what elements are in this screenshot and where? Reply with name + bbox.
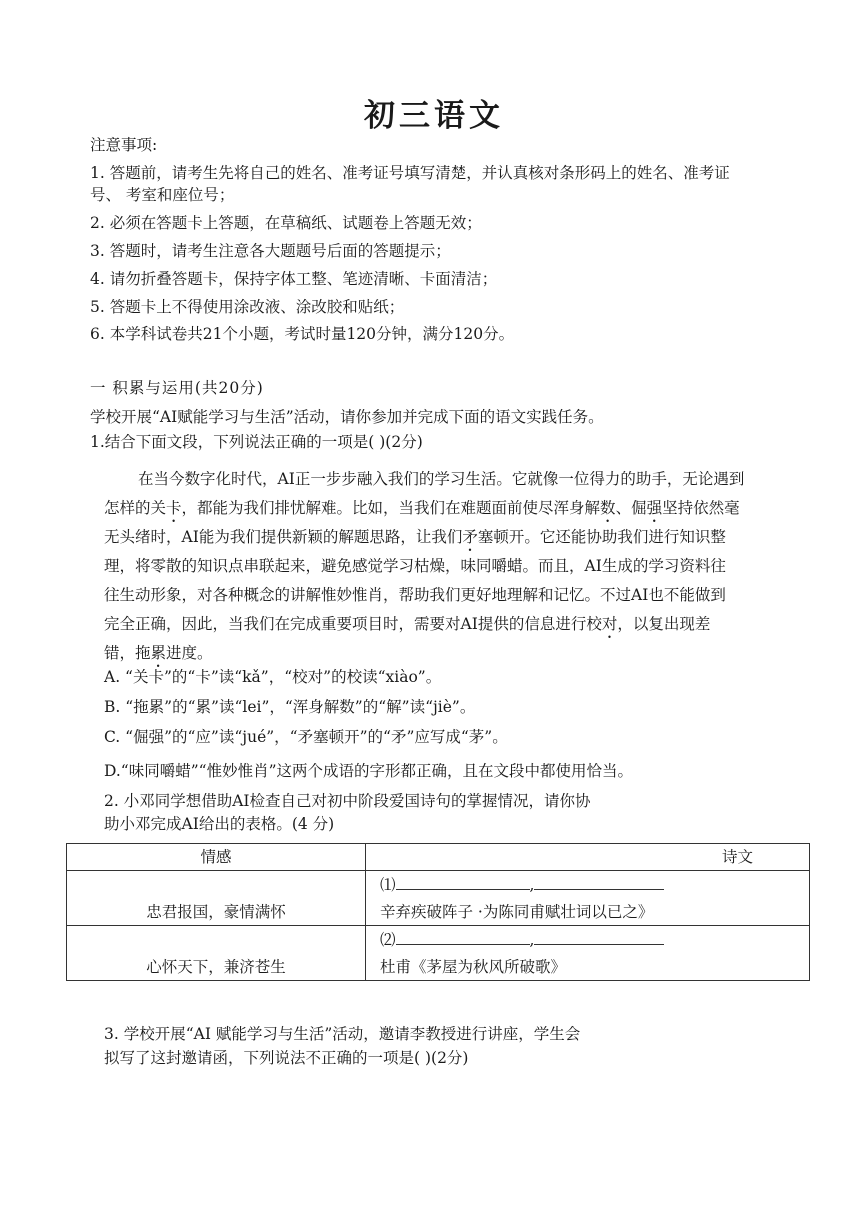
option-c: C. “倔强”的“应”读“jué”，“矛塞顿开”的“矛”应写成“茅”。 (104, 728, 508, 746)
notice-item: 1. 答题前，请考生先将自己的姓名、准考证号填写清楚，并认真核对条形码上的姓名、准考证 (90, 164, 730, 182)
poem-cell (366, 871, 810, 926)
blank-number: ⑴ (380, 876, 396, 894)
option-d: D.“味同嚼蜡”“惟妙惟肖”这两个成语的字形都正确，且在文段中都使用恰当。 (104, 762, 634, 780)
poem-source: 杜甫《茅屋为秋风所破歌》 (380, 958, 567, 976)
answer-blank[interactable] (534, 873, 664, 890)
emphasized-char: 强 (646, 499, 663, 517)
question-3-stem: 3. 学校开展“AI 赋能学习与生活”活动，邀请李教授进行讲座，学生会 (104, 1025, 581, 1043)
question-1-stem: 1.结合下面文段，下列说法正确的一项是( )(2分) (90, 433, 423, 451)
question-3-stem: 拟写了这封邀请函，下列说法不正确的一项是( )(2分) (104, 1049, 469, 1067)
notice-item: 6. 本学科试卷共21个小题，考试时量120分钟，满分120分。 (90, 325, 515, 343)
answer-blank[interactable] (534, 928, 664, 945)
passage-text: 无头绪时，AI能为我们提供新颖的解题思路，让我们 (104, 528, 463, 546)
blank-separator: , (529, 876, 535, 894)
question-2-stem: 助小邓完成AI给出的表格。(4 分) (104, 815, 335, 833)
notice-item: 3. 答题时，请考生注意各大题题号后面的答题提示； (90, 242, 451, 260)
passage-text: 进度。 (166, 644, 213, 662)
passage-line (104, 610, 809, 642)
notice-item: 4. 请勿折叠答题卡，保持字体工整、笔迹清晰、卡面清洁； (90, 270, 498, 288)
notice-item: 2. 必须在答题卡上答题，在草稿纸、试题卷上答题无效； (90, 214, 482, 232)
notice-heading: 注意事项: (90, 136, 158, 154)
page-title: 初三语文 (364, 98, 504, 134)
notice-item: 5. 答题卡上不得使用涂改液、涂改胶和贴纸； (90, 298, 405, 316)
passage-text: 塞顿开。它还能协助我们进行知识整 (477, 528, 726, 546)
section-heading: 一 积累与运用(共20分) (90, 379, 264, 397)
passage-line: 在当今数字化时代，AI正一步步融入我们的学习生活。它就像一位得力的助手，无论遇到 (138, 470, 745, 488)
emotion-cell: 心怀天下，兼济苍生 (67, 926, 366, 981)
table-row (67, 926, 810, 981)
poem-source: 辛弃疾破阵子 ·为陈同甫赋壮词以已之》 (380, 903, 654, 921)
passage-text: 坚持依然毫 (662, 499, 740, 517)
answer-blanks (380, 926, 809, 954)
answer-blanks (380, 871, 809, 899)
header-poem-label: 诗文 (721, 848, 753, 866)
table-row (67, 871, 810, 926)
header-emotion: 情感 (67, 844, 366, 871)
passage-text: 怎样的关 (104, 499, 167, 517)
answer-blank[interactable] (396, 873, 530, 890)
blank-number: ⑵ (380, 931, 396, 949)
notice-item: 号、 考室和座位号； (90, 186, 235, 204)
passage-text: ，都能为我们排忧解难。比如，当我们在难题面前使尽浑身解 (181, 499, 601, 517)
emphasized-char: 对 (601, 615, 618, 633)
passage-line: 理，将零散的知识点串联起来，避免感觉学习枯燥，味同嚼蜡。而且，AI生成的学习资料往 (104, 557, 726, 575)
answer-blank[interactable] (396, 928, 530, 945)
section-intro: 学校开展“AI赋能学习与生活”活动，请你参加并完成下面的语文实践任务。 (90, 408, 604, 426)
passage-text: 、倔 (615, 499, 647, 517)
emphasized-char: 累 (150, 644, 167, 662)
passage-text: 错，拖 (104, 644, 151, 662)
emotion-cell: 忠君报国，豪情满怀 (67, 871, 366, 926)
poem-table (66, 843, 810, 981)
emphasized-char: 矛 (462, 528, 478, 546)
passage-text: ，以复出现差 (617, 615, 711, 633)
passage-line: 往生动形象，对各种概念的讲解惟妙惟肖，帮助我们更好地理解和记忆。不过AI也不能做到 (104, 586, 726, 604)
emphasized-char: 卡 (166, 499, 182, 517)
passage-text: 完全正确，因此，当我们在完成重要项目时，需要对AI提供的信息进行校 (104, 615, 602, 633)
question-2-stem: 2. 小邓同学想借助AI检查自己对初中阶段爱国诗句的掌握情况，请你协 (104, 792, 591, 810)
passage-line (104, 523, 809, 555)
passage-line (104, 494, 809, 526)
table-header-row (67, 844, 810, 871)
header-poem (366, 844, 810, 871)
emphasized-char: 数 (600, 499, 616, 517)
option-a: A. “关卡”的“卡”读“kǎ”，“校对”的校读“xiào”。 (104, 668, 442, 686)
blank-separator: , (529, 931, 535, 949)
poem-cell (366, 926, 810, 981)
option-b: B. “拖累”的“累”读“lei”，“浑身解数”的“解”读“jiè”。 (104, 698, 476, 716)
